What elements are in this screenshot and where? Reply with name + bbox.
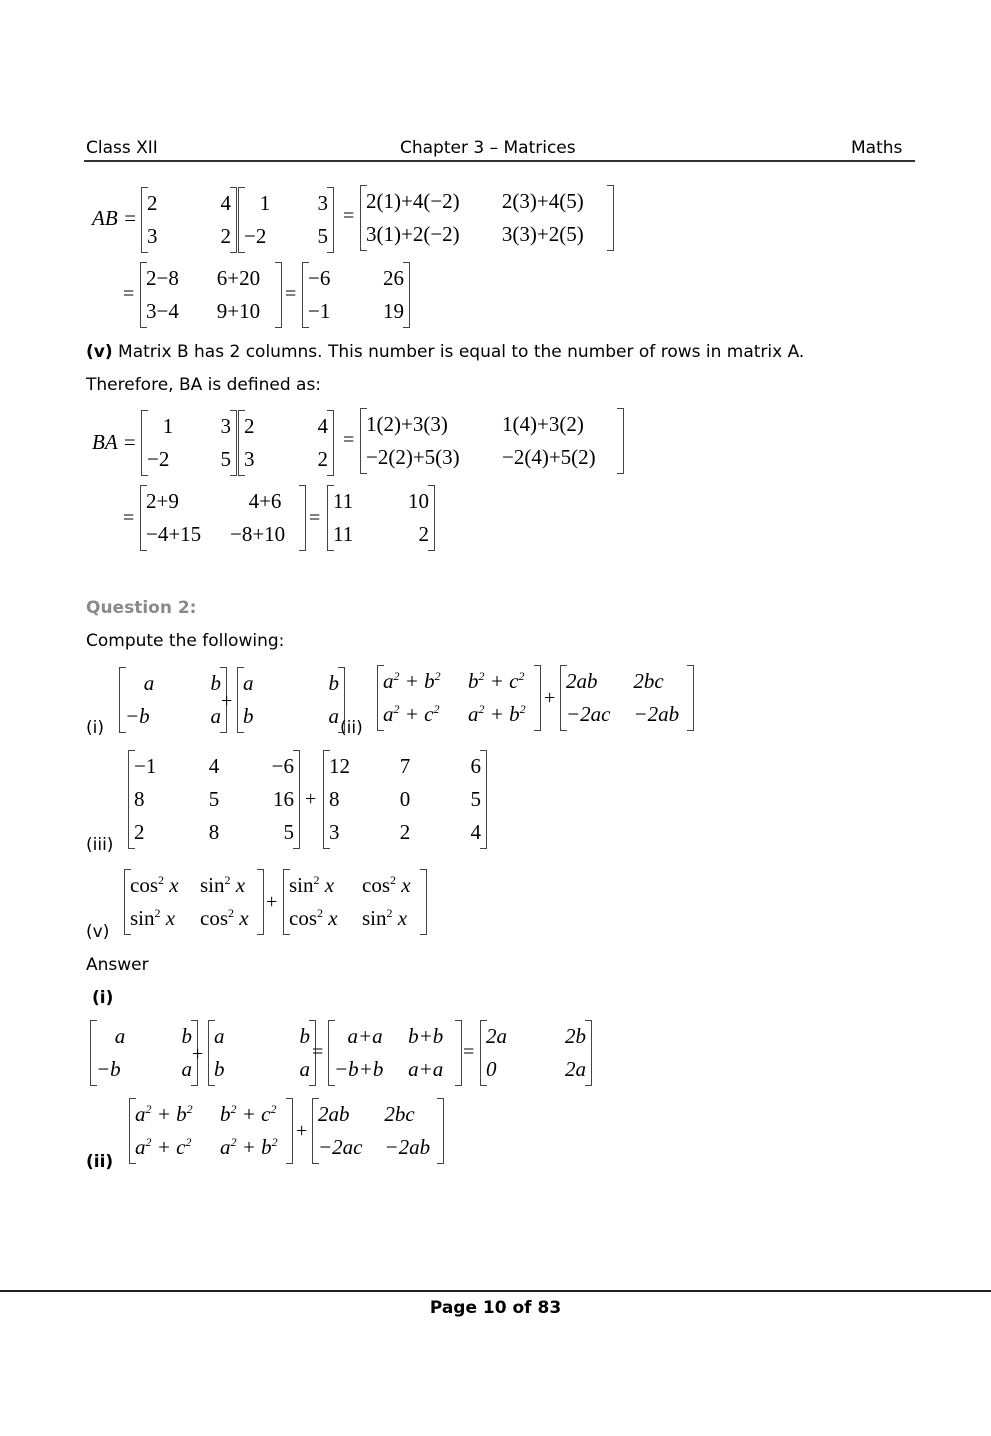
cell: 11 [333, 522, 354, 546]
cell: −4+15 [146, 522, 202, 546]
cell: 8 [329, 787, 340, 811]
cell: 2 [220, 224, 231, 248]
cell: $a^2 + b^2$ [135, 1102, 193, 1126]
cell: $\sin^2 x$ [289, 873, 335, 897]
cell: $a^2 + c^2$ [135, 1135, 192, 1159]
question-title: Question 2: [86, 598, 197, 618]
cell: $a^2 + b^2$ [220, 1135, 278, 1159]
question-prompt: Compute the following: [86, 631, 285, 651]
cell: 4 [317, 414, 328, 438]
cell: 10 [408, 489, 429, 513]
a2-matrix-1 [129, 1098, 293, 1164]
equals-sign: = [343, 205, 355, 227]
cell: 4 [220, 191, 231, 215]
cell: −2ab [633, 702, 680, 726]
cell: b [299, 1024, 310, 1048]
cell: 2 [134, 820, 145, 844]
cell: 1 [162, 414, 174, 438]
cell: 2+9 [146, 489, 179, 513]
cell: 2 [418, 522, 429, 546]
cell: −2ac [318, 1135, 363, 1159]
cell: 11 [333, 489, 354, 513]
cell: 8 [134, 787, 145, 811]
cell: 3(1)+2(−2) [366, 222, 460, 246]
cell: b+b [408, 1024, 444, 1048]
matrix-ab-simplified [140, 262, 282, 328]
cell: 26 [383, 266, 404, 290]
cell: a [210, 704, 221, 728]
cell: 2a [565, 1057, 586, 1081]
cell: −6 [271, 754, 294, 778]
cell: b [243, 704, 254, 728]
header-chapter: Chapter 3 – Matrices [400, 138, 576, 158]
ab-label: AB = [92, 206, 138, 230]
cell: 2−8 [146, 266, 179, 290]
cell: 2 [317, 447, 328, 471]
label-ii-text: (ii) [340, 718, 363, 738]
cell: a [299, 1057, 310, 1081]
matrix-b [141, 410, 237, 476]
cell: 3 [317, 191, 328, 215]
cell: 2(1)+4(−2) [366, 189, 460, 213]
part-v-label: (v) [86, 342, 113, 362]
plus-sign: + [266, 891, 278, 913]
q1-matrix-1 [119, 667, 227, 733]
page-number: Page 10 of 83 [429, 1298, 562, 1318]
plus-sign: + [544, 687, 556, 709]
equals-sign: = [309, 507, 321, 529]
ba-label: BA = [92, 430, 137, 454]
cell: $\cos^2 x$ [289, 906, 338, 930]
plus-sign: + [296, 1120, 308, 1142]
cell: a+a [408, 1057, 444, 1081]
equals-sign: = [312, 1041, 324, 1063]
cell: 2 [244, 414, 255, 438]
cell: $\cos^2 x$ [200, 906, 249, 930]
q3-matrix-1 [128, 750, 300, 849]
cell: 3(3)+2(5) [501, 222, 584, 246]
cell: $b^2 + c^2$ [468, 669, 525, 693]
cell: $\sin^2 x$ [362, 906, 408, 930]
plus-sign: + [305, 788, 317, 810]
cell: −2(2)+5(3) [366, 445, 460, 469]
cell: −b+b [334, 1057, 384, 1081]
cell: $\sin^2 x$ [200, 873, 246, 897]
equals-sign: = [343, 429, 355, 451]
label-i: (i) [86, 718, 104, 738]
cell: 2ab [566, 669, 598, 693]
footer-rule [0, 1290, 991, 1292]
matrix-ba-result [327, 485, 435, 551]
cell: 6+20 [216, 266, 261, 290]
cell: −1 [134, 754, 157, 778]
q1-matrix-2 [237, 667, 345, 733]
header-class: Class XII [86, 138, 158, 158]
matrix-ba-simplified [140, 485, 306, 551]
cell: 2(3)+4(5) [501, 189, 584, 213]
cell: 0 [486, 1057, 497, 1081]
label-ii [340, 718, 363, 738]
cell: 2 [147, 191, 158, 215]
cell: 4+6 [248, 489, 282, 513]
equals-sign: = [285, 283, 297, 305]
cell: a [214, 1024, 225, 1048]
cell: 0 [399, 787, 411, 811]
header-subject: Maths [851, 138, 903, 158]
cell: $b^2 + c^2$ [220, 1102, 277, 1126]
cell: −2ab [384, 1135, 431, 1159]
equals-sign: = [123, 283, 135, 305]
matrix-b [238, 187, 334, 253]
cell: −1 [308, 299, 331, 323]
cell: 4 [470, 820, 481, 844]
cell: 2 [399, 820, 411, 844]
cell: 5 [317, 224, 328, 248]
cell: 6 [470, 754, 481, 778]
cell: 2ab [318, 1102, 350, 1126]
cell: a [328, 704, 339, 728]
cell: 2a [486, 1024, 507, 1048]
matrix-a [238, 410, 334, 476]
a1-matrix-1 [90, 1020, 198, 1086]
cell: 1 [259, 191, 271, 215]
cell: 1(2)+3(3) [366, 412, 448, 436]
cell: 9+10 [216, 299, 261, 323]
equals-sign: = [463, 1041, 475, 1063]
plus-sign: + [192, 1043, 204, 1065]
label-v: (v) [86, 922, 110, 942]
a2-matrix-2 [312, 1098, 444, 1164]
cell: b [181, 1024, 192, 1048]
cell: $\cos^2 x$ [130, 873, 179, 897]
cell: 19 [383, 299, 404, 323]
header-rule [84, 160, 915, 162]
q2-matrix-2 [560, 665, 694, 731]
cell: $\sin^2 x$ [130, 906, 176, 930]
answer-title: Answer [86, 955, 149, 975]
cell: 2bc [633, 669, 664, 693]
label-iii: (iii) [86, 835, 114, 855]
part-v-paragraph [86, 342, 804, 362]
cell: b [210, 671, 221, 695]
cell: $a^2 + b^2$ [383, 669, 441, 693]
matrix-a [141, 187, 237, 253]
cell: 8 [208, 820, 220, 844]
q5-matrix-2 [283, 869, 427, 935]
cell: $a^2 + b^2$ [468, 702, 526, 726]
cell: −6 [308, 266, 331, 290]
cell: a [114, 1024, 126, 1048]
cell: 5 [470, 787, 481, 811]
cell: a [243, 671, 254, 695]
cell: −2 [147, 447, 170, 471]
cell: 3 [220, 414, 231, 438]
q2-matrix-1 [377, 665, 541, 731]
a1-sum-matrix [328, 1020, 462, 1086]
plus-sign: + [221, 690, 233, 712]
cell: a [181, 1057, 192, 1081]
answer-part-ii: (ii) [86, 1152, 114, 1172]
cell: $\cos^2 x$ [362, 873, 411, 897]
cell: 2b [565, 1024, 586, 1048]
part-v-text: Matrix B has 2 columns. This number is equal to the number of rows in matrix A. [112, 342, 805, 362]
cell: 12 [329, 754, 350, 778]
cell: −b [96, 1057, 121, 1081]
cell: 5 [208, 787, 220, 811]
cell: 5 [283, 820, 294, 844]
cell: −8+10 [230, 522, 286, 546]
q3-matrix-2 [323, 750, 487, 849]
cell: 4 [208, 754, 220, 778]
cell: b [214, 1057, 225, 1081]
part-v-text2: Therefore, BA is defined as: [86, 375, 322, 395]
cell: $a^2 + c^2$ [383, 702, 440, 726]
matrix-ba-expanded [360, 408, 624, 474]
q5-matrix-1 [124, 869, 264, 935]
cell: 1(4)+3(2) [502, 412, 584, 436]
cell: 7 [399, 754, 411, 778]
cell: a+a [347, 1024, 383, 1048]
cell: a [143, 671, 155, 695]
cell: −2ac [566, 702, 611, 726]
cell: 16 [272, 787, 294, 811]
cell: 3−4 [146, 299, 179, 323]
cell: 5 [220, 447, 231, 471]
cell: −2 [244, 224, 267, 248]
cell: 3 [147, 224, 158, 248]
cell: b [328, 671, 339, 695]
matrix-ab-expanded [360, 185, 614, 251]
answer-part-i: (i) [92, 988, 114, 1008]
equals-sign: = [123, 507, 135, 529]
cell: 3 [244, 447, 255, 471]
matrix-ab-result [302, 262, 410, 328]
cell: 3 [329, 820, 340, 844]
a1-result-matrix [480, 1020, 592, 1086]
a1-matrix-2 [208, 1020, 316, 1086]
cell: −2(4)+5(2) [502, 445, 596, 469]
cell: −b [125, 704, 150, 728]
cell: 2bc [384, 1102, 415, 1126]
